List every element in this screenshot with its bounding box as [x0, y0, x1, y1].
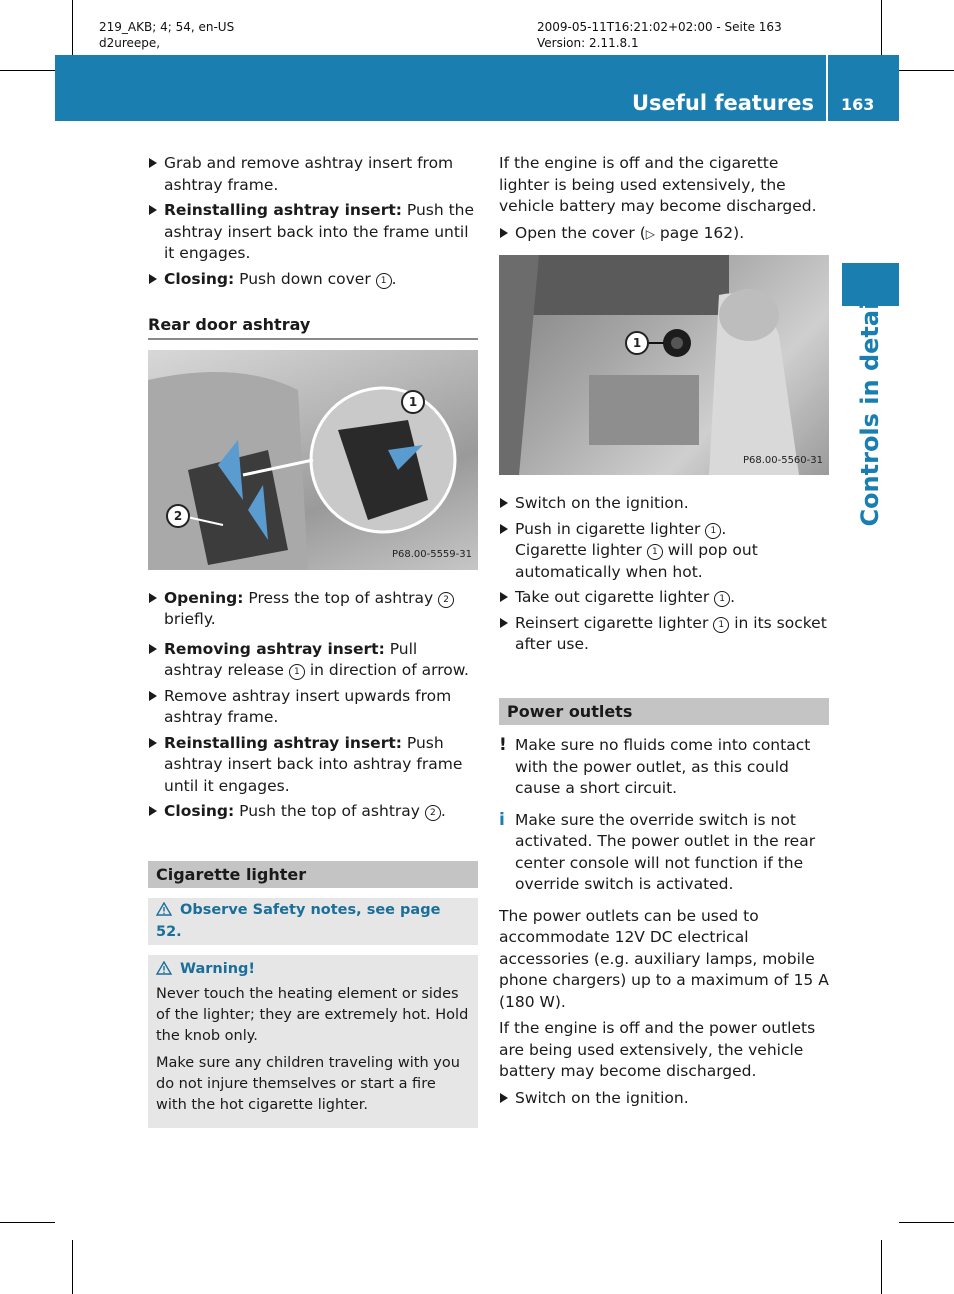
- callout-2: 2: [166, 504, 190, 528]
- warning-paragraph: Never touch the heating element or sides of the lighter; they are extremely hot. Hold the knob only.: [156, 986, 469, 1044]
- instruction-step: [148, 153, 478, 196]
- crop-mark: [0, 70, 55, 71]
- step-arrow-icon: [149, 205, 157, 215]
- section-heading-power-outlets: Power outlets: [499, 698, 829, 726]
- step-text-end: will pop out automatically when hot.: [515, 541, 758, 581]
- crop-mark: [881, 0, 882, 55]
- print-meta-left: [99, 19, 234, 51]
- step-text-end: .: [721, 519, 727, 538]
- callout-number: 2: [438, 592, 454, 608]
- step-arrow-icon: [500, 228, 508, 238]
- info-icon: i: [499, 809, 505, 830]
- meta-line: 2009-05-11T16:21:02+02:00 - Seite 163: [537, 20, 782, 34]
- step-text-end: .: [730, 588, 736, 606]
- callout-number: 1: [705, 523, 721, 539]
- safety-notice: [148, 898, 478, 945]
- crop-mark: [899, 1222, 954, 1223]
- safety-text: Observe Safety notes, see page 52.: [156, 902, 441, 940]
- header-bar: [55, 55, 899, 121]
- crop-mark: [899, 70, 954, 71]
- header-divider: [826, 55, 828, 121]
- step-text: Switch on the ignition.: [515, 494, 689, 512]
- instruction-step: [499, 613, 829, 656]
- step-arrow-icon: [500, 618, 508, 628]
- instruction-step: [148, 639, 478, 682]
- section-title: Useful features: [631, 91, 814, 115]
- warning-triangle-icon: [156, 961, 172, 975]
- step-label: Reinstalling ashtray insert:: [164, 733, 402, 752]
- intro-paragraph: If the engine is off and the cigarette lighter is being used extensively, the vehicle battery may become discharged.: [499, 154, 817, 215]
- callout-number: 1: [289, 664, 305, 680]
- step-text-end: in its socket after use.: [515, 613, 827, 653]
- instruction-step: [499, 519, 829, 584]
- warning-paragraph: Make sure any children traveling with you do not injure themselves or start a fire with the hot cigarette lighter.: [156, 1055, 460, 1113]
- instruction-step: [148, 686, 478, 729]
- step-text: Reinsert cigarette lighter: [515, 613, 714, 632]
- meta-line: 219_AKB; 4; 54, en-US: [99, 20, 235, 34]
- callout-1: 1: [401, 390, 425, 414]
- ashtray-drawing: [148, 350, 478, 570]
- instruction-step: [499, 587, 829, 609]
- step-text: Open the cover (: [515, 223, 646, 242]
- instruction-step: [148, 801, 478, 823]
- step-text: Push down cover: [234, 269, 376, 288]
- warning-triangle-icon: [156, 902, 172, 916]
- step-text: Grab and remove ashtray insert from ashtray frame.: [164, 154, 454, 194]
- step-label: Reinstalling ashtray insert:: [164, 201, 402, 219]
- step-label: Removing ashtray insert:: [164, 639, 385, 658]
- print-meta-right: [537, 19, 782, 51]
- warning-title-text: Warning!: [180, 961, 256, 977]
- step-text: Push the top of ashtray: [234, 802, 425, 820]
- step-arrow-icon: [500, 524, 508, 534]
- body-paragraph: If the engine is off and the power outlets are being used extensively, the vehicle battery may become discharged.: [499, 1019, 816, 1080]
- step-arrow-icon: [149, 593, 157, 603]
- step-text: Take out cigarette lighter: [515, 588, 715, 606]
- instruction-step: [148, 200, 478, 265]
- callout-number: 2: [425, 805, 441, 821]
- cigarette-lighter-illustration: [499, 255, 829, 475]
- step-text: Remove ashtray insert upwards from ashtray frame.: [164, 686, 452, 726]
- crop-mark: [881, 1240, 882, 1294]
- section-heading-cigarette-lighter: Cigarette lighter: [148, 861, 478, 889]
- instruction-step: [148, 588, 478, 631]
- callout-number: 1: [376, 273, 392, 289]
- step-label: Closing:: [164, 802, 235, 820]
- step-text: Push the ashtray insert back into the frame until it engages.: [164, 201, 475, 262]
- chapter-label: Controls in detail: [856, 293, 884, 527]
- step-arrow-icon: [149, 274, 157, 284]
- crop-mark: [72, 0, 73, 55]
- crop-mark: [0, 1222, 55, 1223]
- callout-number: 1: [714, 591, 730, 607]
- step-text: Cigarette lighter: [515, 541, 647, 559]
- callout-1: 1: [625, 331, 649, 355]
- meta-line: d2ureepe,: [99, 36, 161, 50]
- step-arrow-icon: [500, 1093, 508, 1103]
- image-code: P68.00-5560-31: [742, 454, 823, 466]
- warning-box: [148, 955, 478, 1128]
- caution-text: Make sure no fluids come into contact with the power outlet, as this could cause a short circuit.: [515, 736, 811, 797]
- exclamation-icon: !: [499, 735, 507, 755]
- step-arrow-icon: [149, 738, 157, 748]
- step-text-end: briefly.: [164, 610, 216, 628]
- step-text-end: .: [440, 802, 446, 820]
- step-text-end: .: [391, 269, 397, 288]
- step-text-end: in direction of arrow.: [304, 661, 469, 679]
- crop-mark: [72, 1240, 73, 1294]
- right-column: [499, 153, 829, 1113]
- step-text: Pull ashtray release: [164, 639, 418, 679]
- callout-number: 1: [713, 617, 729, 633]
- step-arrow-icon: [149, 644, 157, 654]
- step-text: Press the top of ashtray: [243, 588, 439, 607]
- info-note: [499, 810, 829, 896]
- step-arrow-icon: [500, 592, 508, 602]
- step-arrow-icon: [149, 691, 157, 701]
- image-code: P68.00-5559-31: [391, 549, 472, 560]
- info-text: Make sure the override switch is not activated. The power outlet in the rear center console will not function if the override switch is activated.: [515, 810, 816, 893]
- meta-line: Version: 2.11.8.1: [537, 36, 639, 50]
- body-paragraph: The power outlets can be used to accommodate 12V DC electrical accessories (e.g. auxiliary lamps, mobile phone chargers) up to a maximum of 15 A (180 W).: [499, 906, 829, 1011]
- instruction-step: [499, 223, 829, 246]
- page-number: 163: [841, 95, 875, 114]
- page-ref-arrow-icon: ▷: [645, 226, 655, 241]
- console-drawing: [499, 255, 829, 475]
- step-text: Switch on the ignition.: [515, 1088, 689, 1107]
- subheading-rear-door-ashtray: Rear door ashtray: [148, 314, 478, 340]
- left-column: [148, 153, 478, 1128]
- instruction-step: [499, 1088, 829, 1110]
- step-arrow-icon: [149, 806, 157, 816]
- instruction-step: [148, 269, 478, 291]
- step-label: Closing:: [164, 269, 235, 288]
- step-arrow-icon: [500, 498, 508, 508]
- callout-number: 1: [647, 544, 663, 560]
- step-arrow-icon: [149, 158, 157, 168]
- step-text-end: page 162).: [655, 223, 745, 242]
- warning-title: [156, 959, 470, 980]
- step-text: Push ashtray insert back into ashtray frame until it engages.: [164, 733, 463, 795]
- step-label: Opening:: [164, 588, 244, 607]
- step-text: Push in cigarette lighter: [515, 519, 706, 538]
- caution-note: [499, 735, 829, 800]
- instruction-step: [499, 493, 829, 515]
- instruction-step: [148, 733, 478, 798]
- ashtray-illustration: [148, 350, 478, 570]
